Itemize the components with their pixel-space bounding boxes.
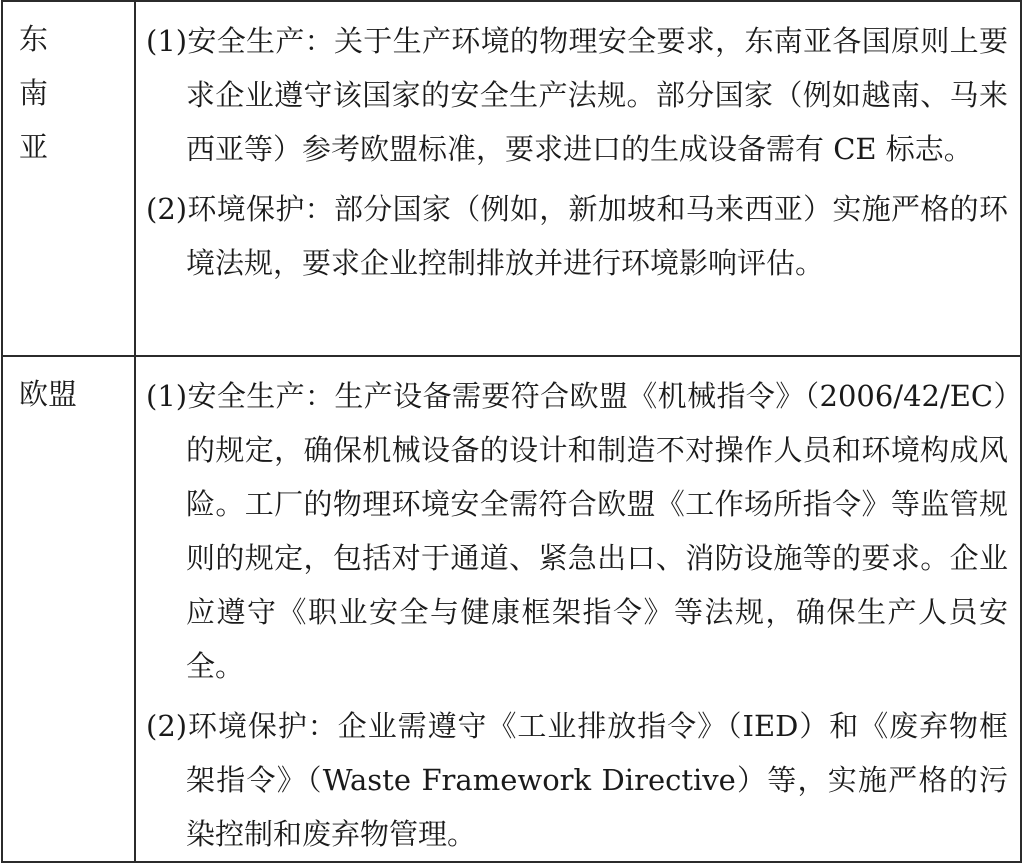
requirement-item: (2)环境保护：部分国家（例如，新加坡和马来西亚）实施严格的环境法规，要求企业控制排放并进行环境影响评估。 xyxy=(146,192,1008,280)
regulation-table xyxy=(1,0,1022,863)
region-cell: 东 南 亚 xyxy=(2,1,135,356)
requirements-cell xyxy=(135,356,1021,862)
requirement-item: (1)安全生产：生产设备需要符合欧盟《机械指令》（2006/42/EC）的规定，确保机械设备的设计和制造不对操作人员和环境构成风险。工厂的物理环境安全需符合欧盟《工作场所指令》等监管规则的规定，包括对于通道、紧急出口、消防设施等的要求。企业应遵守《职业安全与健康框架指令》等法规，确保生产人员安全。 xyxy=(146,379,1008,683)
requirements-cell xyxy=(135,1,1021,356)
requirement-item: (1)安全生产：关于生产环境的物理安全要求，东南亚各国原则上要求企业遵守该国家的安全生产法规。部分国家（例如越南、马来西亚等）参考欧盟标准，要求进口的生成设备需有 CE 标志。 xyxy=(146,24,1008,166)
table-row-eu xyxy=(2,356,1021,862)
region-cell: 欧盟 xyxy=(2,356,135,862)
table-row-southeast-asia xyxy=(2,1,1021,356)
requirement-item: (2)环境保护：企业需遵守《工业排放指令》（IED）和《废弃物框架指令》（Waste Framework Directive）等，实施严格的污染控制和废弃物管理。 xyxy=(146,709,1008,851)
